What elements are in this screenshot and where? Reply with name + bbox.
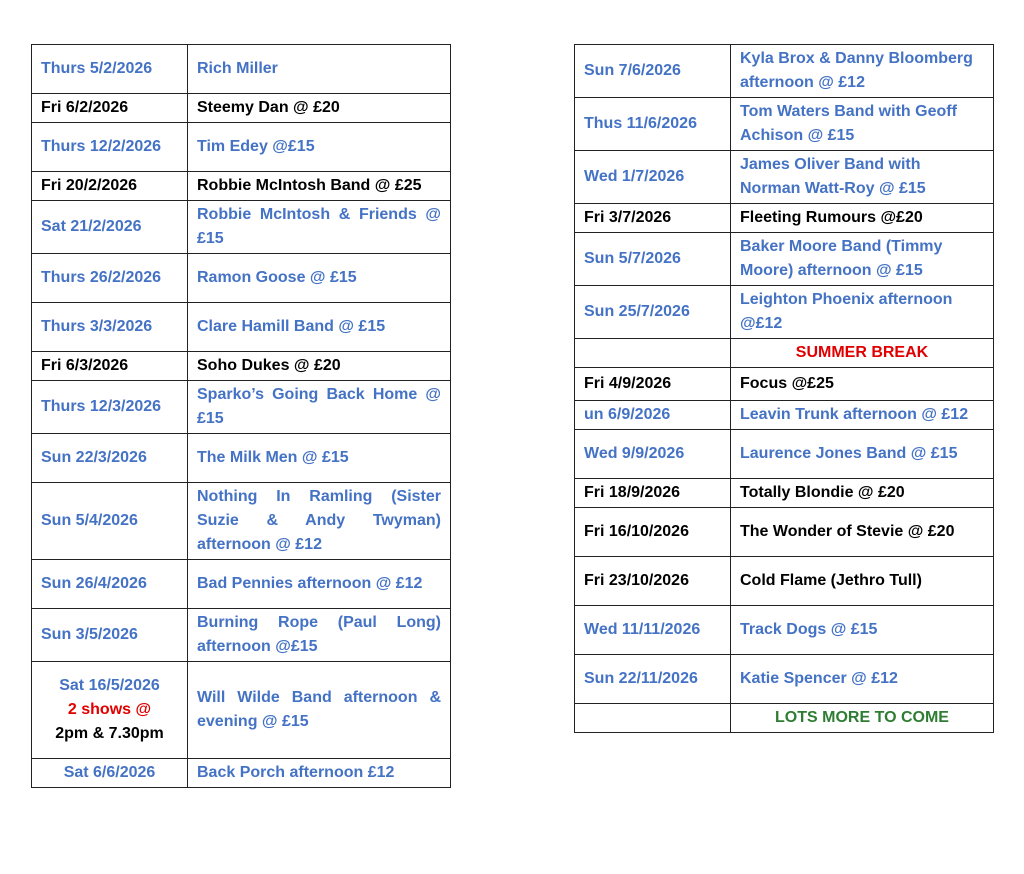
date-cell: Sat 6/6/2026 (32, 759, 188, 788)
date-cell: Thurs 12/3/2026 (32, 381, 188, 434)
left-schedule-table (31, 44, 451, 788)
date-cell: Fri 4/9/2026 (575, 368, 731, 401)
date-cell: Thurs 5/2/2026 (32, 45, 188, 94)
date-cell: Sat 21/2/2026 (32, 201, 188, 254)
table-row (575, 368, 994, 401)
table-row (575, 233, 994, 286)
table-row (32, 172, 451, 201)
table-row (32, 254, 451, 303)
table-row (575, 508, 994, 557)
table-row (32, 94, 451, 123)
date-cell: Sun 22/11/2026 (575, 655, 731, 704)
date-cell: Sun 3/5/2026 (32, 609, 188, 662)
date-cell: Fri 18/9/2026 (575, 479, 731, 508)
table-row (575, 98, 994, 151)
date-cell (32, 662, 188, 759)
date-cell: Sun 22/3/2026 (32, 434, 188, 483)
date-cell: Sun 26/4/2026 (32, 560, 188, 609)
table-row (32, 483, 451, 560)
event-cell: Will Wilde Band afternoon & evening @ £15 (188, 662, 451, 759)
event-cell: Leavin Trunk afternoon @ £12 (731, 401, 994, 430)
date-text: Sat 16/5/2026 (59, 677, 160, 694)
show-times: 2pm & 7.30pm (55, 725, 164, 742)
table-row (575, 204, 994, 233)
table-row (575, 430, 994, 479)
date-cell: Sun 7/6/2026 (575, 45, 731, 98)
table-row (32, 434, 451, 483)
event-cell: Cold Flame (Jethro Tull) (731, 557, 994, 606)
date-cell: Sun 5/7/2026 (575, 233, 731, 286)
table-row (575, 557, 994, 606)
table-row (32, 759, 451, 788)
event-cell: Soho Dukes @ £20 (188, 352, 451, 381)
date-cell: Thus 11/6/2026 (575, 98, 731, 151)
table-row (32, 560, 451, 609)
table-row (575, 655, 994, 704)
event-cell: Bad Pennies afternoon @ £12 (188, 560, 451, 609)
date-cell: Fri 6/2/2026 (32, 94, 188, 123)
event-cell: The Wonder of Stevie @ £20 (731, 508, 994, 557)
event-cell: Steemy Dan @ £20 (188, 94, 451, 123)
event-cell: James Oliver Band with Norman Watt-Roy @ £15 (731, 151, 994, 204)
table-row (575, 45, 994, 98)
show-note: 2 shows @ (67, 701, 152, 718)
summer-break-label: SUMMER BREAK (731, 339, 994, 368)
event-cell: Focus @£25 (731, 368, 994, 401)
date-cell: Fri 23/10/2026 (575, 557, 731, 606)
event-cell: Sparko’s Going Back Home @ £15 (188, 381, 451, 434)
event-cell: Totally Blondie @ £20 (731, 479, 994, 508)
event-cell: The Milk Men @ £15 (188, 434, 451, 483)
event-cell: Leighton Phoenix afternoon @£12 (731, 286, 994, 339)
event-cell: Tom Waters Band with Geoff Achison @ £15 (731, 98, 994, 151)
date-cell: un 6/9/2026 (575, 401, 731, 430)
table-row (32, 352, 451, 381)
event-cell: Ramon Goose @ £15 (188, 254, 451, 303)
table-row (575, 606, 994, 655)
event-cell: Robbie McIntosh & Friends @ £15 (188, 201, 451, 254)
date-cell: Sun 5/4/2026 (32, 483, 188, 560)
event-cell: Kyla Brox & Danny Bloomberg afternoon @ £12 (731, 45, 994, 98)
event-cell: Tim Edey @£15 (188, 123, 451, 172)
date-cell: Thurs 26/2/2026 (32, 254, 188, 303)
date-cell: Fri 20/2/2026 (32, 172, 188, 201)
date-cell (575, 704, 731, 733)
date-cell (575, 339, 731, 368)
event-cell: Robbie McIntosh Band @ £25 (188, 172, 451, 201)
event-cell: Clare Hamill Band @ £15 (188, 303, 451, 352)
date-cell: Wed 11/11/2026 (575, 606, 731, 655)
date-cell: Wed 9/9/2026 (575, 430, 731, 479)
date-cell: Thurs 3/3/2026 (32, 303, 188, 352)
table-row (32, 45, 451, 94)
event-cell: Fleeting Rumours @£20 (731, 204, 994, 233)
table-row (32, 381, 451, 434)
table-row (575, 286, 994, 339)
table-row (575, 401, 994, 430)
date-cell: Fri 3/7/2026 (575, 204, 731, 233)
date-cell: Fri 16/10/2026 (575, 508, 731, 557)
table-row (575, 151, 994, 204)
event-cell: Burning Rope (Paul Long) afternoon @£15 (188, 609, 451, 662)
table-row (32, 201, 451, 254)
table-row (575, 339, 994, 368)
event-cell: Katie Spencer @ £12 (731, 655, 994, 704)
lots-more-label: LOTS MORE TO COME (731, 704, 994, 733)
right-schedule-table (574, 44, 994, 733)
event-cell: Back Porch afternoon £12 (188, 759, 451, 788)
table-row (32, 609, 451, 662)
table-row (32, 662, 451, 759)
date-cell: Wed 1/7/2026 (575, 151, 731, 204)
event-cell: Track Dogs @ £15 (731, 606, 994, 655)
date-cell: Fri 6/3/2026 (32, 352, 188, 381)
event-cell: Rich Miller (188, 45, 451, 94)
date-cell: Thurs 12/2/2026 (32, 123, 188, 172)
table-row (575, 704, 994, 733)
event-cell: Laurence Jones Band @ £15 (731, 430, 994, 479)
event-cell: Baker Moore Band (Timmy Moore) afternoon @ £15 (731, 233, 994, 286)
table-row (32, 303, 451, 352)
table-row (575, 479, 994, 508)
event-cell: Nothing In Ramling (Sister Suzie & Andy Twyman) afternoon @ £12 (188, 483, 451, 560)
table-row (32, 123, 451, 172)
date-cell: Sun 25/7/2026 (575, 286, 731, 339)
